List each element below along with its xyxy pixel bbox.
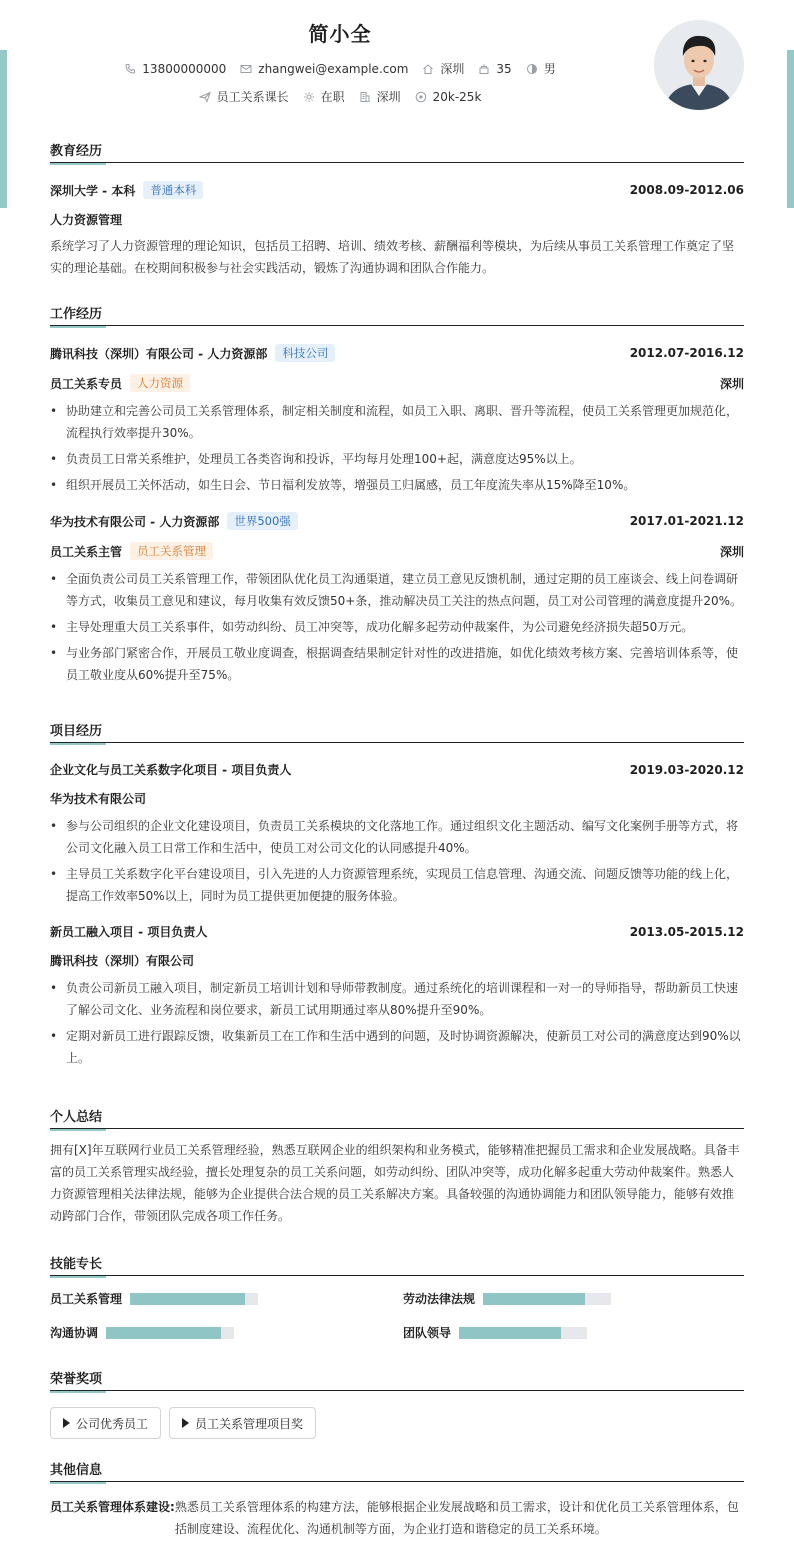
school-tag: 普通本科 (143, 181, 203, 199)
major: 人力资源管理 (50, 213, 123, 227)
awards-list (50, 1407, 744, 1439)
award-label: 员工关系管理项目奖 (195, 1416, 304, 1431)
position-row (50, 542, 744, 560)
position-name: 员工关系主管 (50, 544, 123, 559)
target-city-info (359, 88, 401, 105)
company-tag: 世界500强 (227, 512, 297, 530)
position-tag: 人力资源 (130, 374, 190, 392)
home-icon (422, 63, 434, 75)
project-header (50, 923, 744, 940)
skills-grid (50, 1290, 744, 1350)
phone-info (124, 62, 226, 76)
skill-item (50, 1324, 234, 1341)
status-info (303, 88, 345, 105)
age-text: 35 (496, 61, 512, 76)
job-bullets (50, 400, 744, 496)
salary-info (415, 90, 482, 104)
job-title-text: 员工关系课长 (216, 90, 289, 104)
job-city: 深圳 (719, 544, 744, 559)
skill-bar-fill (483, 1293, 585, 1305)
company-name: 华为技术有限公司 - 人力资源部 (50, 514, 220, 529)
award-item (169, 1407, 316, 1439)
list-item: • 负责公司新员工融入项目，制定新员工培训计划和导师带教制度。通过系统化的培训课程和一对一的导师指导，帮助新员工快速了解公司文化、业务流程和岗位要求，新员工试用期通过率从80%提升至90%。 (50, 977, 744, 1021)
send-icon (199, 91, 211, 103)
target-city-text: 深圳 (376, 90, 401, 104)
age-info (478, 62, 511, 76)
phone-icon (124, 63, 136, 75)
location-info (422, 60, 464, 77)
project-header (50, 761, 744, 778)
job-date: 2017.01-2021.12 (629, 514, 744, 528)
education-section (50, 140, 744, 279)
company-name: 腾讯科技（深圳）有限公司 - 人力资源部 (50, 346, 268, 361)
project-company: 华为技术有限公司 (50, 792, 147, 806)
salary-text: 20k-25k (432, 89, 482, 104)
gender-text: 男 (543, 62, 556, 76)
email-info (240, 62, 408, 76)
award-label: 公司优秀员工 (76, 1416, 149, 1431)
position-name: 员工关系专员 (50, 376, 123, 391)
play-icon (63, 1418, 70, 1428)
school-name: 深圳大学 - 本科 (50, 183, 136, 198)
gender-info (526, 60, 556, 77)
summary-section (50, 1106, 744, 1227)
other-text: 熟悉员工关系管理体系的构建方法，能够根据企业发展战略和员工需求，设计和优化员工关系管理体系，包括制度建设、流程优化、沟通机制等方面，为企业打造和谐稳定的员工关系环境。 (174, 1500, 739, 1536)
skill-bar-fill (130, 1293, 245, 1305)
gender-icon (526, 63, 538, 75)
section-title: 教育经历 (50, 140, 744, 163)
skill-bar (106, 1327, 234, 1339)
project-date: 2019.03-2020.12 (629, 762, 744, 777)
summary-text: 拥有[X]年互联网行业员工关系管理经验，熟悉互联网企业的组织架构和业务模式，能够精准把握员工需求和企业发展战略。具备丰富的员工关系管理实战经验，擅长处理复杂的员工关系问题，如劳动纠纷、团队冲突等，成功化解多起重大劳动仲裁案件。熟悉人力资源管理相关法律法规，能够为企业提供合法合规的员工关系解决方案。具备较强的沟通协调能力和团队领导能力，能够有效推动跨部门合作，带领团队完成各项工作任务。 (50, 1143, 740, 1223)
avatar (654, 20, 744, 110)
position-tag: 员工关系管理 (130, 542, 213, 560)
education-desc: 系统学习了人力资源管理的理论知识，包括员工招聘、培训、绩效考核、薪酬福利等模块，为后续从事员工关系管理工作奠定了坚实的理论基础。在校期间积极参与社会实践活动，锻炼了沟通协调和团队合作能力。 (50, 239, 735, 275)
skill-bar-fill (106, 1327, 221, 1339)
job-city: 深圳 (719, 376, 744, 391)
other-entry (50, 1496, 744, 1540)
list-item: • 参与公司组织的企业文化建设项目，负责员工关系模块的文化落地工作。通过组织文化主题活动、编写文化案例手册等方式，将公司文化融入员工日常工作和生活中，使员工对公司文化的认同感提升40%。 (50, 815, 744, 859)
phone-text: 13800000000 (142, 61, 227, 76)
contact-row-2 (0, 88, 680, 105)
skill-bar-fill (459, 1327, 561, 1339)
job-header (50, 512, 744, 530)
skill-bar (483, 1293, 611, 1305)
other-section (50, 1459, 744, 1540)
job-title-info (199, 88, 289, 105)
education-date: 2008.09-2012.06 (629, 183, 744, 197)
skill-item (403, 1290, 611, 1307)
status-icon (303, 91, 315, 103)
candidate-name: 简小全 (308, 22, 372, 46)
projects-section (50, 720, 744, 1069)
position-row (50, 374, 744, 392)
list-item: • 定期对新员工进行跟踪反馈，收集新员工在工作和生活中遇到的问题，及时协调资源解决，使新员工对公司的满意度达到90%以上。 (50, 1025, 744, 1069)
salary-icon (415, 91, 427, 103)
skill-bar (130, 1293, 258, 1305)
list-item: • 负责员工日常关系维护，处理员工各类咨询和投诉，平均每月处理100+起，满意度达95%以上。 (50, 448, 744, 470)
list-item: • 协助建立和完善公司员工关系管理体系，制定相关制度和流程，如员工入职、离职、晋升等流程，使员工关系管理更加规范化，流程执行效率提升30%。 (50, 400, 744, 444)
skill-item (403, 1324, 587, 1341)
list-item: • 组织开展员工关怀活动，如生日会、节日福利发放等，增强员工归属感，员工年度流失率从15%降至10%。 (50, 474, 744, 496)
contact-row-1 (0, 60, 680, 77)
job-date: 2012.07-2016.12 (629, 346, 744, 360)
education-header (50, 181, 744, 199)
other-label: 员工关系管理体系建设: (50, 1500, 175, 1514)
right-accent-bar (787, 50, 794, 208)
section-title: 项目经历 (50, 720, 744, 743)
project-bullets (50, 815, 744, 907)
project-bullets (50, 977, 744, 1069)
skills-section (50, 1253, 744, 1350)
skill-name: 劳动法律法规 (403, 1292, 476, 1306)
section-title: 工作经历 (50, 303, 744, 326)
list-item: • 主导处理重大员工关系事件，如劳动纠纷、员工冲突等，成功化解多起劳动仲裁案件，为公司避免经济损失超50万元。 (50, 616, 744, 638)
awards-section (50, 1368, 744, 1439)
list-item: • 全面负责公司员工关系管理工作，带领团队优化员工沟通渠道，建立员工意见反馈机制，通过定期的员工座谈会、线上问卷调研等方式，收集员工意见和建议，每月收集有效反馈50+条，推动解决员工关注的热点问题，员工对公司管理的满意度提升20%。 (50, 568, 744, 612)
email-text: zhangwei@example.com (258, 61, 409, 76)
section-title: 其他信息 (50, 1459, 744, 1482)
status-text: 在职 (320, 90, 345, 104)
list-item: • 与业务部门紧密合作，开展员工敬业度调查，根据调查结果制定针对性的改进措施，如优化绩效考核方案、完善培训体系等，使员工敬业度从60%提升至75%。 (50, 642, 744, 686)
location-text: 深圳 (440, 62, 465, 76)
project-company: 腾讯科技（深圳）有限公司 (50, 954, 195, 968)
skill-name: 员工关系管理 (50, 1292, 123, 1306)
company-tag: 科技公司 (275, 344, 335, 362)
skill-name: 团队领导 (403, 1326, 452, 1340)
project-name: 企业文化与员工关系数字化项目 - 项目负责人 (50, 763, 292, 777)
job-bullets (50, 568, 744, 686)
section-title: 个人总结 (50, 1106, 744, 1129)
work-section (50, 303, 744, 686)
age-icon (478, 63, 490, 75)
skill-bar (459, 1327, 587, 1339)
project-name: 新员工融入项目 - 项目负责人 (50, 925, 208, 939)
skill-name: 沟通协调 (50, 1326, 99, 1340)
section-title: 荣誉奖项 (50, 1368, 744, 1391)
skill-item (50, 1290, 258, 1307)
building-icon (359, 91, 371, 103)
play-icon (182, 1418, 189, 1428)
project-date: 2013.05-2015.12 (629, 924, 744, 939)
section-title: 技能专长 (50, 1253, 744, 1276)
mail-icon (240, 63, 252, 75)
award-item (50, 1407, 161, 1439)
list-item: • 主导员工关系数字化平台建设项目，引入先进的人力资源管理系统，实现员工信息管理、沟通交流、问题反馈等功能的线上化，提高工作效率50%以上，同时为员工提供更加便捷的服务体验。 (50, 863, 744, 907)
job-header (50, 344, 744, 362)
